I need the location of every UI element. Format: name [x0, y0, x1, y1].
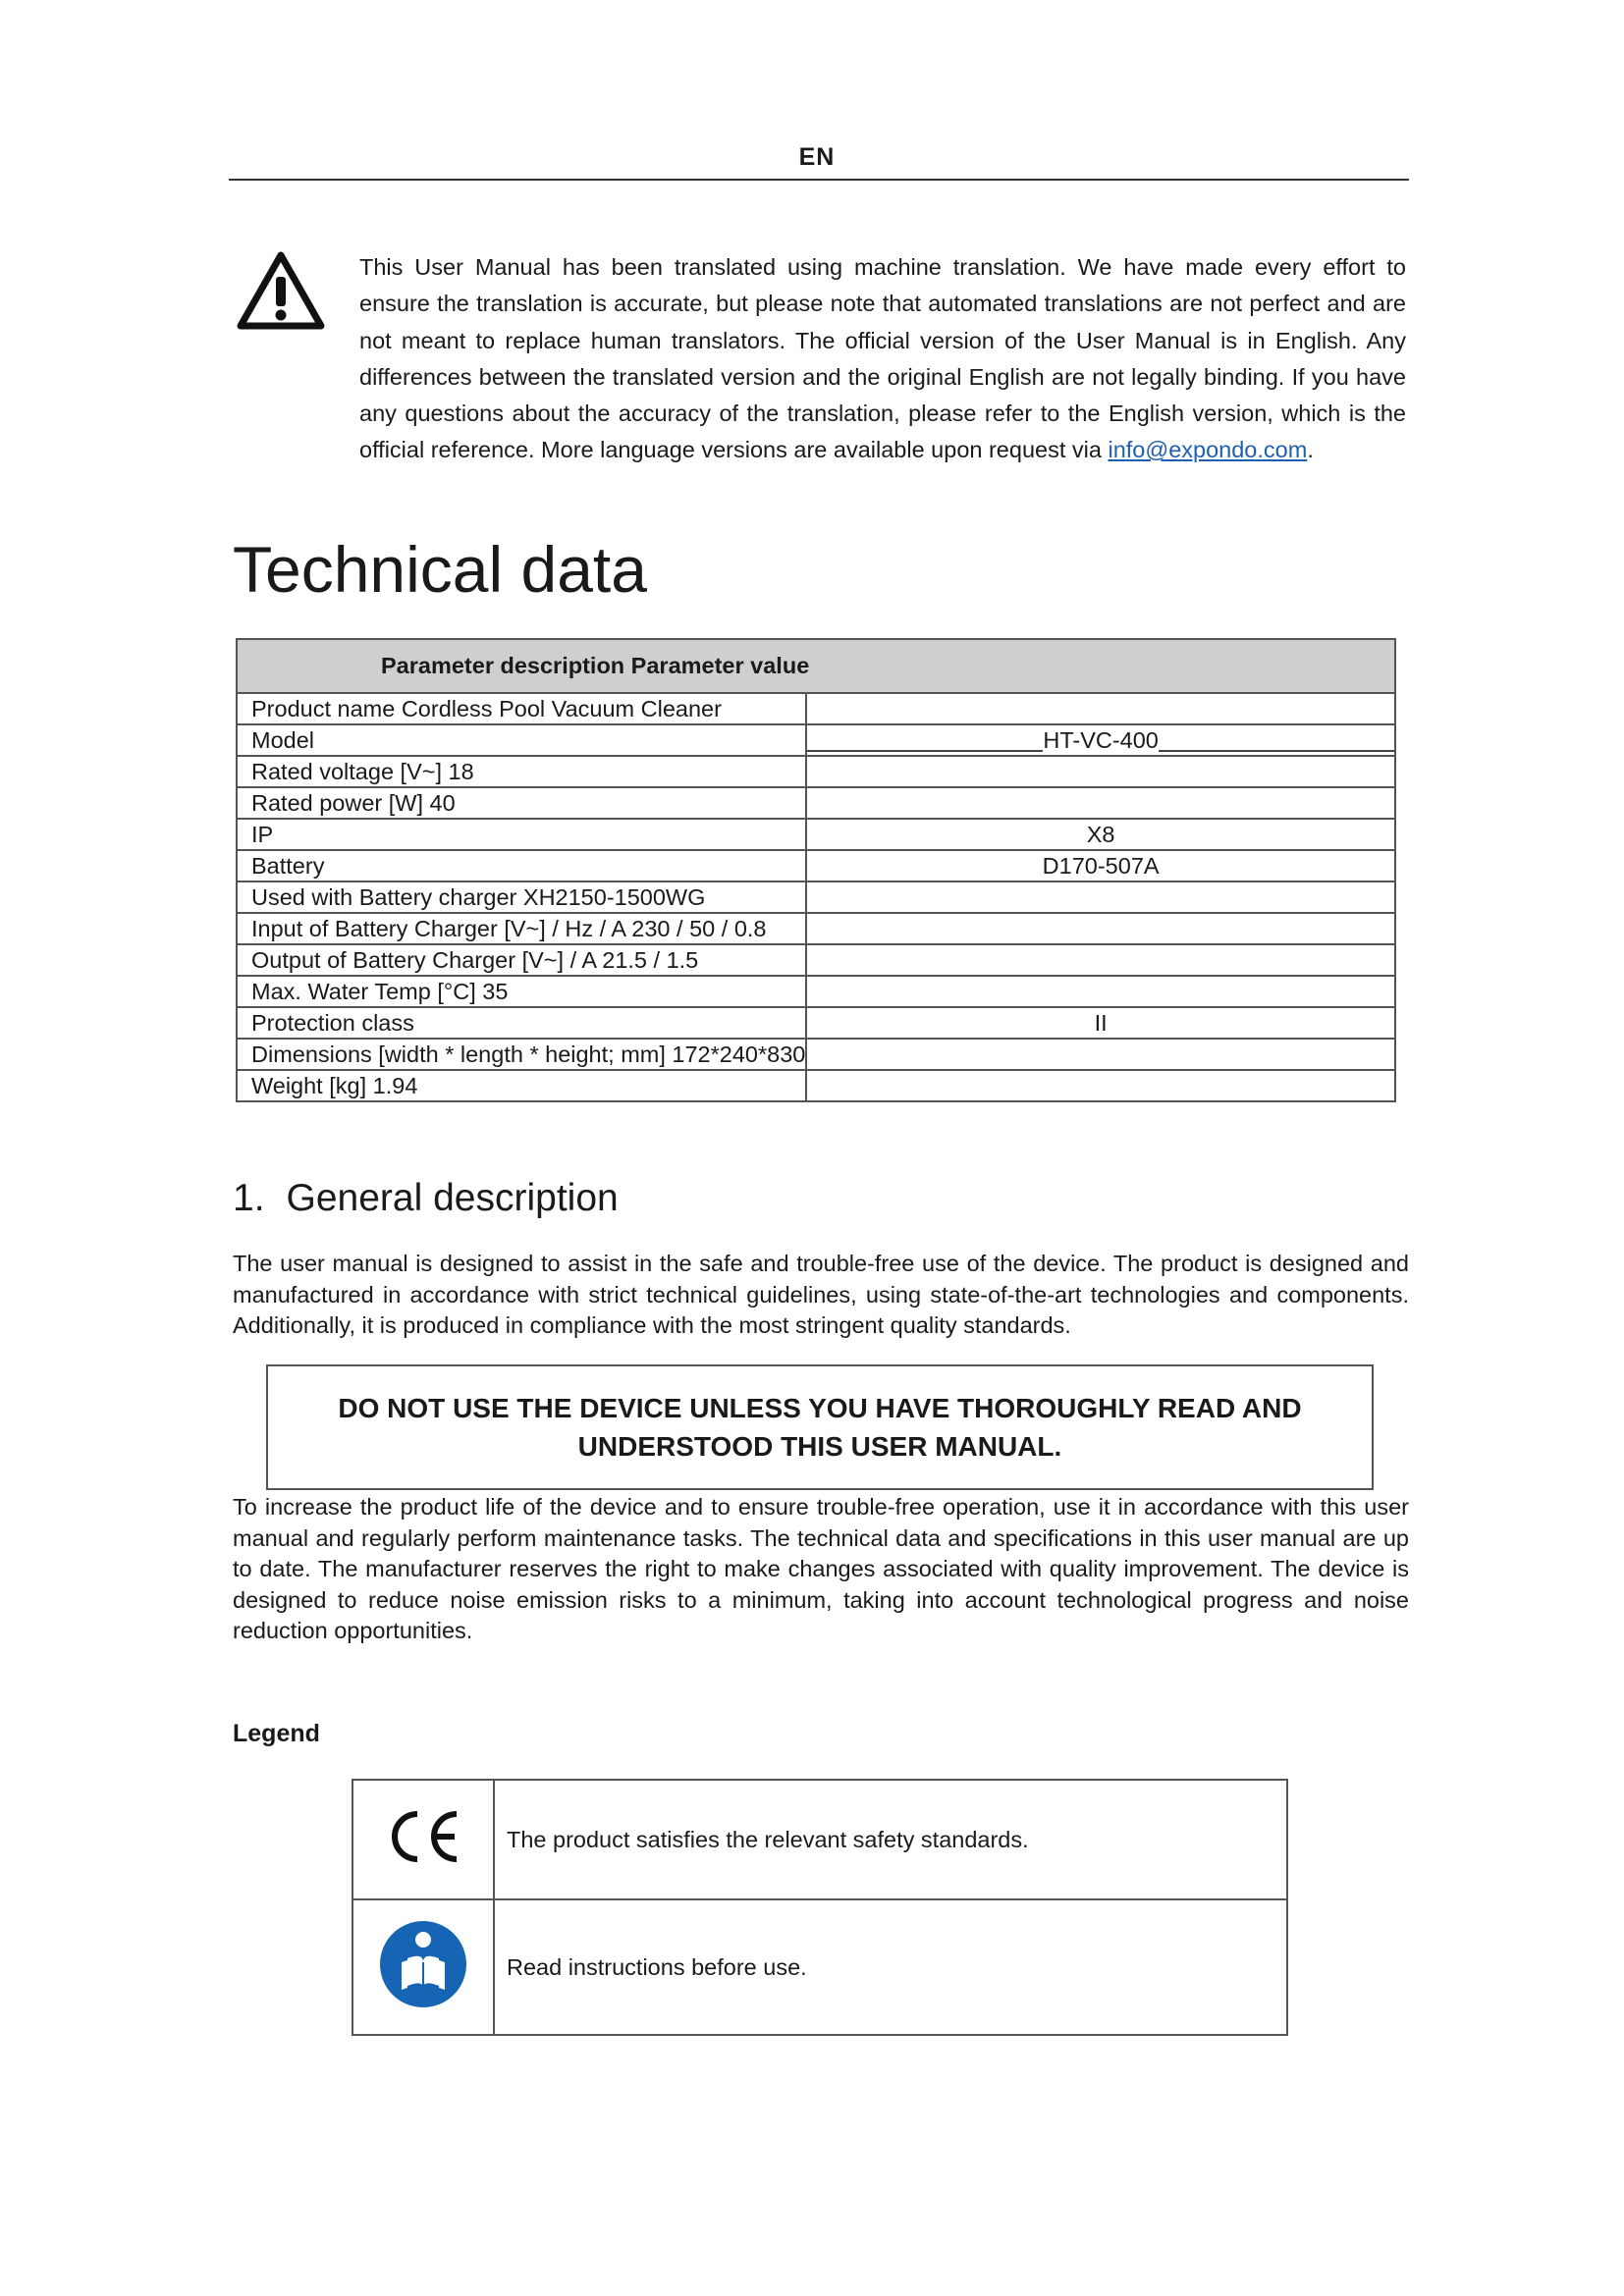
value-cell: [806, 913, 1395, 944]
param-cell: Max. Water Temp [°C] 35: [237, 976, 806, 1007]
value-cell: [806, 756, 1395, 787]
value-cell: [806, 1070, 1395, 1101]
param-cell: Weight [kg] 1.94: [237, 1070, 806, 1101]
param-cell: Used with Battery charger XH2150-1500WG: [237, 881, 806, 913]
model-underline-right: [1159, 730, 1394, 752]
header-rule: [229, 179, 1409, 181]
warning-box: [266, 1364, 1374, 1490]
value-cell: [806, 693, 1395, 724]
table-row: [237, 756, 1395, 787]
table-row: [237, 787, 1395, 819]
table-header-row: [237, 639, 1395, 693]
param-cell: Input of Battery Charger [V~] / Hz / A 230 / 50 / 0.8: [237, 913, 806, 944]
param-cell: Model: [237, 724, 806, 756]
language-label: EN: [798, 143, 836, 171]
table-row: [237, 819, 1395, 850]
legend-row: [352, 1899, 1287, 2035]
legend-row: [352, 1780, 1287, 1899]
table-row: [237, 913, 1395, 944]
value-cell: [806, 787, 1395, 819]
table-row: [237, 881, 1395, 913]
param-cell: Output of Battery Charger [V~] / A 21.5 / 1.5: [237, 944, 806, 976]
table-row: [237, 944, 1395, 976]
translation-notice: [359, 249, 1406, 469]
param-cell: Protection class: [237, 1007, 806, 1039]
warning-line-2: UNDERSTOOD THIS USER MANUAL.: [577, 1431, 1062, 1462]
warning-line-1: DO NOT USE THE DEVICE UNLESS YOU HAVE THOROUGHLY READ AND: [338, 1393, 1302, 1423]
legend-title: Legend: [233, 1720, 320, 1747]
section-title: General description: [286, 1177, 619, 1219]
section-heading: [233, 1175, 619, 1222]
param-cell: Rated voltage [V~] 18: [237, 756, 806, 787]
table-header-cell: Parameter description Parameter value: [237, 639, 1395, 693]
param-cell: IP: [237, 819, 806, 850]
page-title: Technical data: [233, 533, 647, 606]
ce-mark-icon: [384, 1806, 462, 1867]
table-row: [237, 976, 1395, 1007]
legend-table: [352, 1779, 1288, 2036]
general-paragraph-2: To increase the product life of the device and to ensure trouble-free operation, use it in accordance with this user manual and regularly perform maintenance tasks. The technical data and specifications in this user manual are up to date. The manufacturer reserves the right to make changes associated with quality improvement. The device is designed to reduce noise emission risks to a minimum, taking into account technological progress and noise reduction opportunities.: [233, 1494, 1409, 1643]
read-manual-icon: [378, 1919, 468, 2009]
legend-icon-cell: [352, 1899, 494, 2035]
value-cell: X8: [806, 819, 1395, 850]
model-value: HT-VC-400: [1043, 726, 1159, 753]
general-paragraph-1: The user manual is designed to assist in the safe and trouble-free use of the device. The product is designed and manufactured in accordance with strict technical guidelines, using state-of-the-art technologies and components. Additionally, it is produced in compliance with the most stringent quality standards.: [233, 1251, 1409, 1338]
section-number: 1.: [233, 1177, 265, 1219]
legend-text: The product satisfies the relevant safety standards.: [494, 1780, 1287, 1899]
technical-data-table: [236, 638, 1396, 1102]
notice-text: This User Manual has been translated using machine translation. We have made every effort to ensure the translation is accurate, but please note that automated translations are not perfect and are not meant to replace human translators. The official version of the User Manual is in English. Any differences between the translated version and the original English are not legally binding. If you have any questions about the accuracy of the translation, please refer to the English version, which is the official reference. More language versions are available upon request via: [359, 254, 1406, 463]
table-row: [237, 1039, 1395, 1070]
table-row: [237, 850, 1395, 881]
value-cell: II: [806, 1007, 1395, 1039]
value-cell: [806, 944, 1395, 976]
value-cell: [806, 1039, 1395, 1070]
table-row: [237, 1070, 1395, 1101]
value-cell: [806, 881, 1395, 913]
table-row: [237, 724, 1395, 756]
param-cell: Battery: [237, 850, 806, 881]
param-cell: Product name Cordless Pool Vacuum Cleaner: [237, 693, 806, 724]
legend-icon-cell: [352, 1780, 494, 1899]
model-underline-left: [807, 730, 1043, 752]
param-cell: Dimensions [width * length * height; mm] 172*240*830: [237, 1039, 806, 1070]
legend-text: Read instructions before use.: [494, 1899, 1287, 2035]
value-cell: D170-507A: [806, 850, 1395, 881]
notice-end: .: [1307, 437, 1314, 463]
param-cell: Rated power [W] 40: [237, 787, 806, 819]
value-cell: [806, 976, 1395, 1007]
table-row: [237, 1007, 1395, 1039]
email-link[interactable]: info@expondo.com: [1108, 437, 1308, 463]
value-cell-model: [806, 724, 1395, 756]
warning-triangle-icon: [236, 249, 326, 332]
table-row: [237, 693, 1395, 724]
